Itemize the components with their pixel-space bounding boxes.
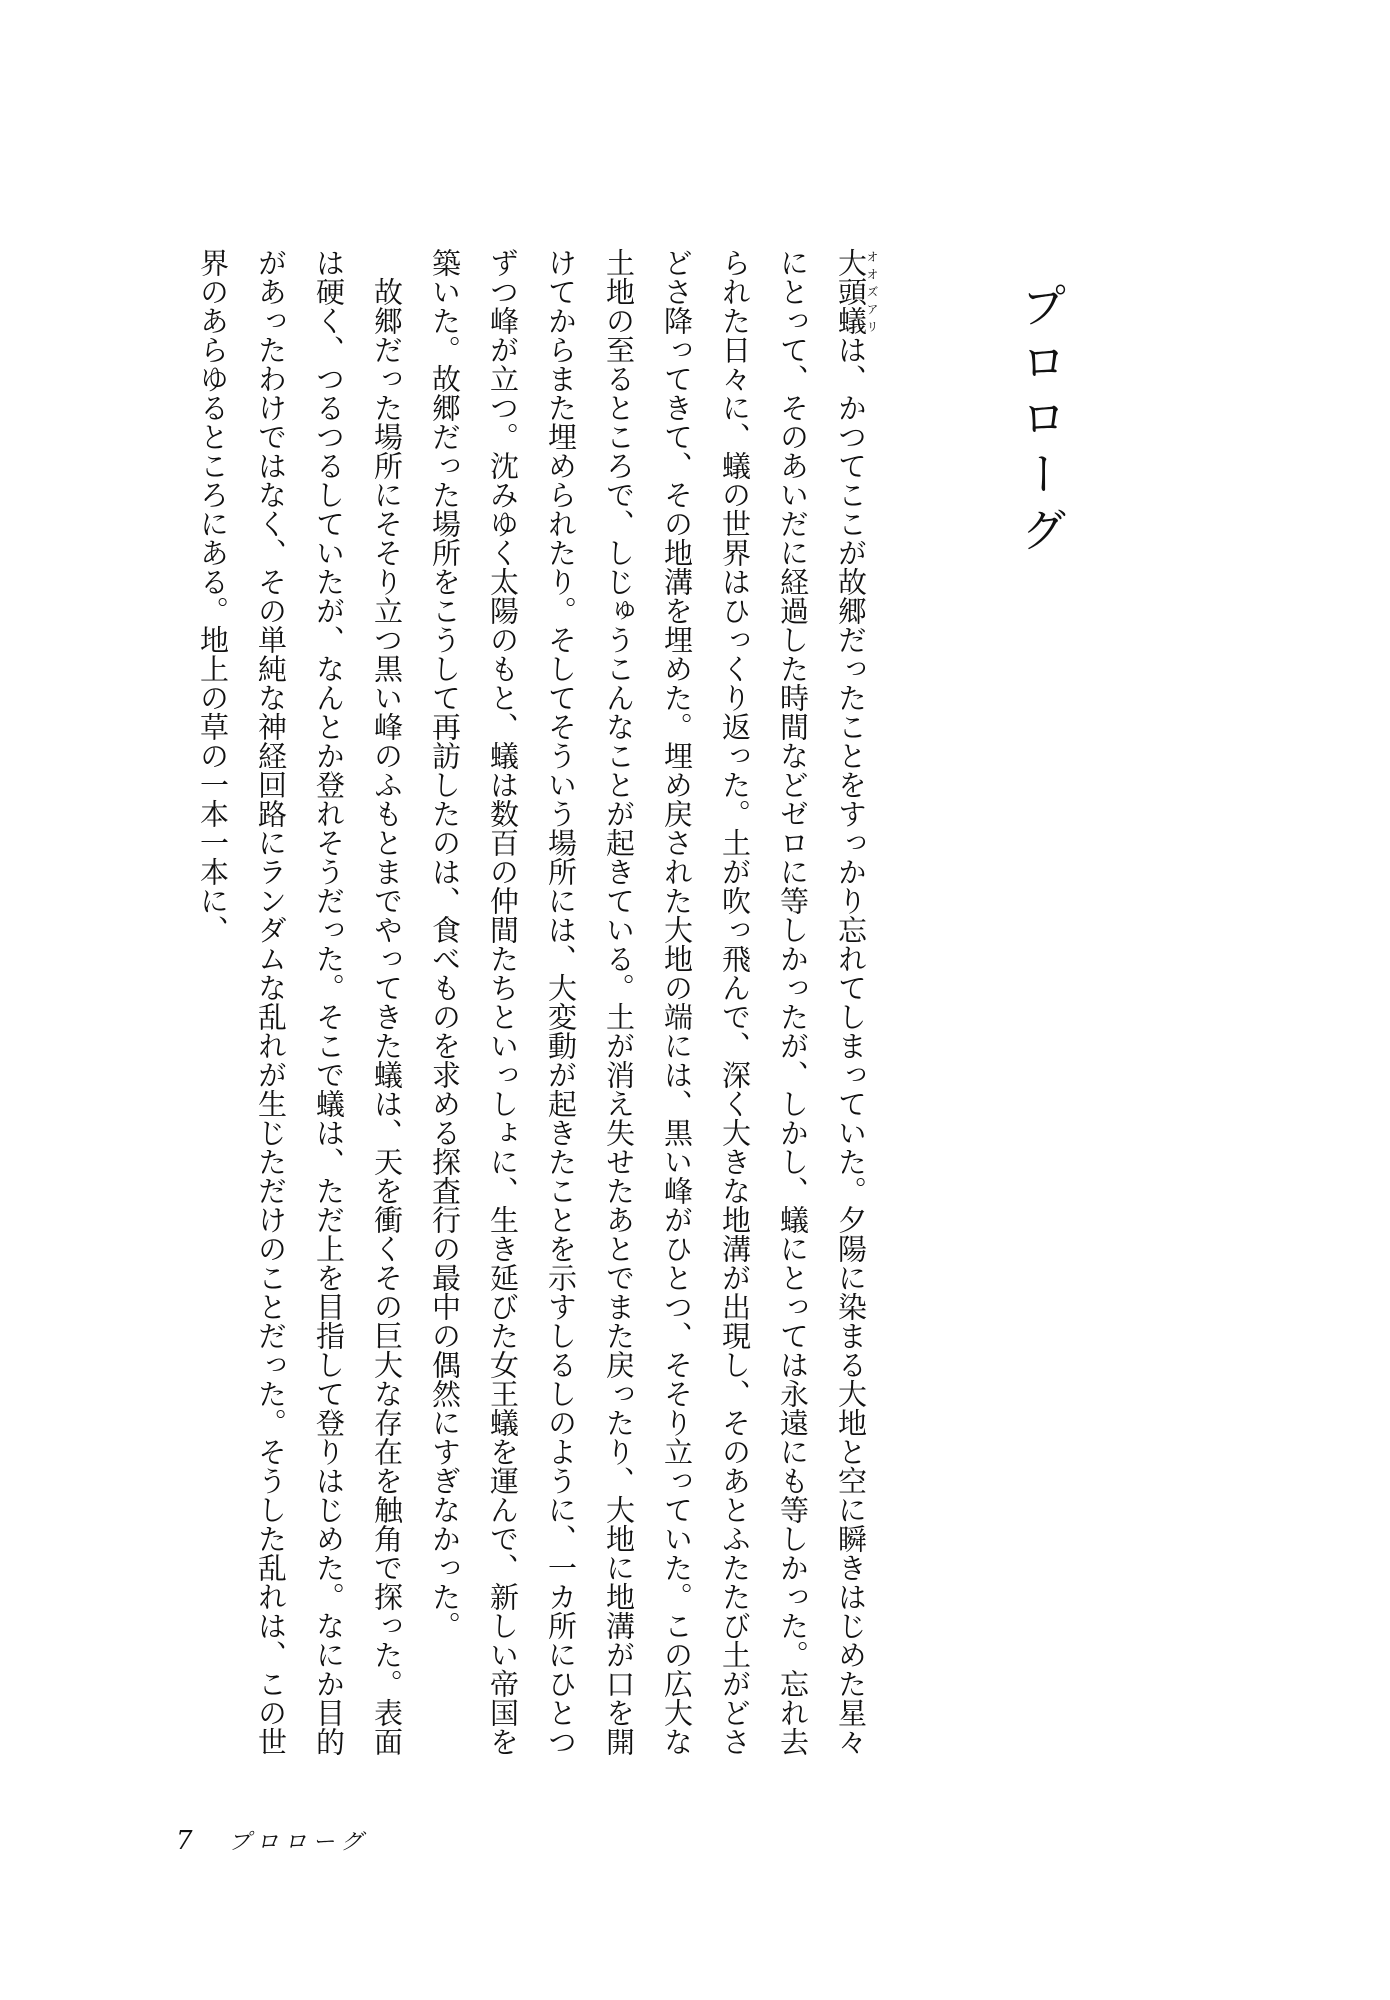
paragraph (184, 248, 416, 1768)
body-text (196, 248, 880, 1768)
page-footer (176, 1825, 369, 1856)
ruby-text: オオズアリ (865, 248, 879, 335)
paragraph-text: 故郷だった場所にそそり立つ黒い峰のふもとまでやってきた蟻は、天を衝くその巨大な存在を触角で探った。表面は硬く、つるつるしていたが、なんとか登れそうだった。そこで蟻は、ただ上を目指して登りはじめた。なにか目的があったわけではなく、その単純な神経回路にランダムな乱れが生じただけのことだった。そうした乱れは、この世界のあらゆるところにある。地上の草の一本一本に、 (196, 248, 404, 1756)
chapter-title: プロローグ (1014, 282, 1068, 562)
paragraph-text: は、かつてここが故郷だったことをすっかり忘れてしまっていた。夕陽に染まる大地と空に瞬きはじめた星々にとって、そのあいだに経過した時間などゼロに等しかったが、しかし、蟻にとっては永遠にも等しかった。忘れ去られた日々に、蟻の世界はひっくり返った。土が吹っ飛んで、深く大きな地溝が出現し、そのあとふたたび土がどさどさ降ってきて、その地溝を埋めた。埋め戻された大地の端には、黒い峰がひとつ、そそり立っていた。この広大な土地の至るところで、しじゅうこんなことが起きている。土が消え失せたあとでまた戻ったり、大地に地溝が口を開けてからまた埋められたり。そしてそういう場所には、大変動が起きたことを示すしるしのように、一カ所にひとつずつ峰が立つ。沈みゆく太陽のもと、蟻は数百の仲間たちといっしょに、生き延びた女王蟻を運んで、新しい帝国を築いた。故郷だった場所をこうして再訪したのは、食べものを求める探査行の最中の偶然にすぎなかった。 (428, 248, 868, 1756)
ruby-base: 大頭蟻 (834, 248, 868, 335)
ruby-annotation (834, 248, 879, 335)
page-number: 7 (176, 1826, 193, 1856)
paragraph (416, 248, 880, 1768)
running-title: プロローグ (228, 1830, 369, 1855)
